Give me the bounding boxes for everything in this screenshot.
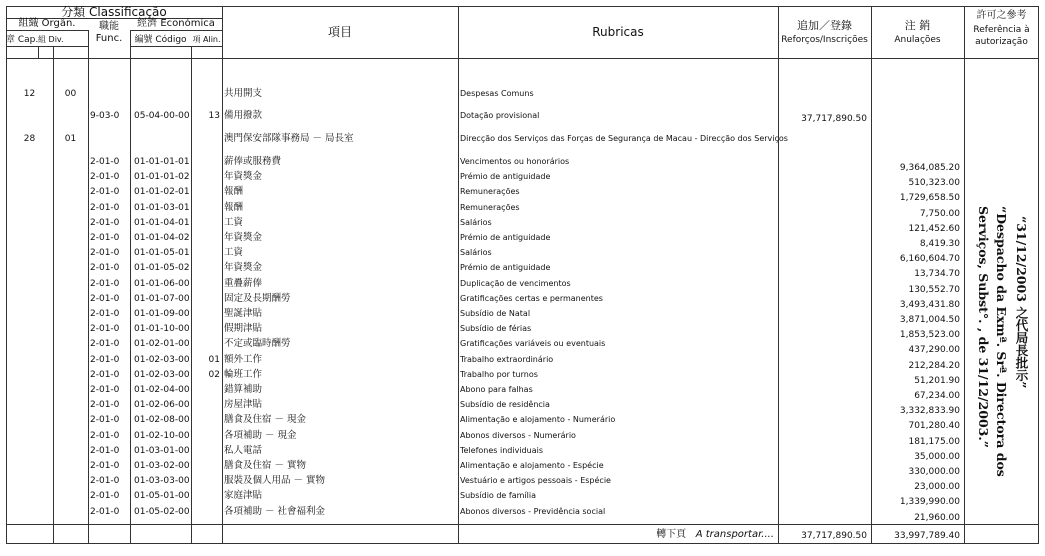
alin-header: 項 Alin. [192, 35, 221, 44]
cell-alin: 13 [208, 111, 220, 121]
cell-cod: 01-01-10-00 [134, 324, 190, 335]
cell-zh: 年資獎金 [224, 171, 263, 183]
cell-ref: 37,717,890.50 [801, 114, 867, 124]
item-header: 項目 [327, 25, 352, 39]
cell-pt: Prémio de antiguidade [460, 263, 551, 273]
ref-header-line2: autorização [975, 37, 1028, 47]
cell-zh: 各項補助 － 現金 [224, 429, 297, 441]
cell-anul: 181,175.00 [908, 436, 960, 447]
cell-func: 2-01-0 [90, 172, 120, 183]
cell-zh: 報酬 [224, 201, 244, 213]
cell-anul: 3,493,431.80 [899, 299, 960, 310]
cell-pt: Gratificações variáveis ou eventuais [460, 339, 606, 349]
cell-pt: Subsídio de férias [460, 324, 532, 334]
cell-pt: Alimentação e alojamento - Numerário [460, 415, 616, 425]
cell-anul: 3,332,833.90 [899, 406, 960, 417]
rubricas-header: Rubricas [592, 25, 644, 39]
economica-header: 經濟 Económica [137, 18, 215, 29]
cell-pt: Trabalho extraordinário [460, 354, 554, 364]
cell-zh: 不定或臨時酬勞 [224, 338, 291, 350]
cell-func: 2-01-0 [90, 445, 120, 456]
cell-func: 9-03-0 [90, 111, 120, 121]
transport-label-zh: 轉下頁 [656, 529, 687, 540]
cell-pt: Telefones individuais [460, 445, 543, 455]
cell-cod: 01-05-01-00 [134, 491, 190, 502]
cell-cod: 01-05-02-00 [134, 506, 190, 517]
cell-cod: 01-02-10-00 [134, 430, 190, 441]
cell-pt: Dotação provisional [460, 111, 540, 120]
cell-alin: 01 [208, 354, 220, 365]
reforcos-header-zh: 追加／登錄 [797, 19, 852, 32]
cell-anul: 130,552.70 [908, 284, 960, 295]
transport-label [546, 529, 774, 541]
ref-header-line1: Referência à [973, 25, 1030, 35]
cell-anul: 510,323.00 [908, 178, 960, 189]
func-header-zh: 職能 [99, 21, 119, 32]
cell-func: 2-01-0 [90, 157, 120, 167]
cell-zh: 膳食及住宿 － 實物 [224, 460, 307, 471]
cell-zh: 重疊薪俸 [224, 277, 263, 289]
total-anulacoes: 33,997,789.40 [894, 531, 960, 541]
cell-zh: 年資獎金 [224, 232, 263, 243]
cell-pt: Prémio de antiguidade [460, 233, 551, 242]
cell-anul: 1,339,990.00 [899, 497, 960, 508]
cell-div: 00 [64, 89, 77, 99]
cell-anul: 35,000.00 [914, 451, 960, 462]
cell-zh: 共用開支 [224, 88, 263, 99]
cell-zh: 工資 [224, 216, 244, 228]
transport-label-pt: A transportar.... [695, 529, 774, 540]
cell-cod: 01-01-09-00 [134, 309, 190, 319]
budget-table [6, 6, 1039, 544]
cell-zh: 服裝及個人用品 － 實物 [224, 475, 326, 487]
cell-anul: 67,234.00 [914, 391, 960, 401]
cell-pt: Remunerações [460, 187, 520, 197]
cell-cod: 01-01-01-02 [134, 172, 190, 183]
cell-anul: 1,729,658.50 [899, 193, 960, 204]
cell-anul: 7,750.00 [919, 208, 960, 219]
cell-pt: Prémio de antiguidade [460, 172, 551, 182]
cell-zh: 假期津貼 [224, 323, 263, 335]
cell-div: 01 [64, 134, 77, 144]
cell-cod: 01-03-03-00 [134, 476, 190, 487]
cell-pt: Vencimentos ou honorários [460, 157, 570, 166]
cell-anul: 8,419.30 [919, 239, 960, 249]
cell-zh: 備用撥款 [224, 110, 263, 121]
cell-pt: Abonos diversos - Numerário [460, 430, 576, 440]
cell-cod: 01-03-01-00 [134, 445, 190, 456]
cell-zh: 澳門保安部隊事務局 － 局長室 [224, 133, 354, 144]
cell-func: 2-01-0 [90, 202, 120, 213]
cell-cod: 01-03-02-00 [134, 461, 190, 471]
cell-anul: 330,000.00 [908, 467, 960, 477]
cell-anul: 1,853,523.00 [899, 330, 960, 341]
cell-pt: Vestuário e artigos pessoais - Espécie [460, 476, 611, 486]
cell-cap: 28 [23, 134, 36, 144]
cell-cod: 01-02-08-00 [134, 415, 190, 426]
cell-anul: 212,284.20 [908, 360, 960, 371]
cell-func: 2-01-0 [90, 309, 120, 319]
cell-func: 2-01-0 [90, 369, 120, 380]
cell-anul: 437,290.00 [908, 345, 960, 356]
cell-pt: Salários [460, 248, 492, 258]
cell-func: 2-01-0 [90, 354, 120, 365]
cell-zh: 膳食及住宿 － 現金 [224, 414, 307, 426]
cell-pt: Alimentação e alojamento - Espécie [460, 461, 604, 470]
cell-zh: 錯算補助 [224, 384, 263, 395]
cell-pt: Subsídio de residência [460, 400, 550, 410]
cell-pt: Remunerações [460, 202, 520, 212]
cell-zh: 工資 [224, 247, 244, 259]
authorization-note [972, 66, 1034, 477]
cell-func: 2-01-0 [90, 233, 120, 243]
cell-anul: 9,364,085.20 [899, 163, 960, 173]
cell-func: 2-01-0 [90, 476, 120, 487]
cell-func: 2-01-0 [90, 461, 120, 471]
cell-anul: 3,871,004.50 [899, 315, 960, 325]
cell-zh: 報酬 [224, 186, 244, 198]
cell-anul: 701,280.40 [908, 421, 960, 432]
cell-pt: Subsídio de família [460, 491, 536, 501]
cell-cod: 01-01-05-02 [134, 263, 190, 274]
cell-cod: 01-01-04-02 [134, 233, 190, 243]
cell-func: 2-01-0 [90, 293, 120, 304]
cell-pt: Abono para falhas [460, 385, 533, 394]
cell-pt: Gratificações certas e permanentes [460, 293, 603, 303]
cell-cod: 01-02-06-00 [134, 400, 190, 411]
cell-func: 2-01-0 [90, 217, 120, 228]
authorization-line-2: “Despacho da Exmª. Srª. Directora dos [994, 206, 1009, 477]
cell-cod: 01-02-03-00 [134, 369, 190, 380]
cell-func: 2-01-0 [90, 324, 120, 335]
cell-zh: 房屋津貼 [224, 399, 263, 411]
reforcos-header: Reforços/Inscrições [781, 35, 868, 45]
cell-zh: 各項補助 － 社會福利金 [224, 505, 326, 517]
cell-anul: 6,160,604.70 [899, 254, 960, 265]
cell-cod: 01-02-01-00 [134, 339, 190, 350]
cell-func: 2-01-0 [90, 400, 120, 411]
classification-header: 分類 Classificação [61, 5, 167, 19]
cell-alin: 02 [208, 369, 220, 380]
cell-func: 2-01-0 [90, 248, 120, 259]
cell-anul: 21,960.00 [914, 512, 960, 523]
cell-cod: 01-01-04-01 [134, 217, 190, 228]
cell-cod: 01-01-05-01 [134, 248, 190, 259]
cell-cod: 01-02-03-00 [134, 354, 190, 365]
cell-zh: 薪俸或服務費 [224, 156, 282, 167]
cell-pt: Subsídio de Natal [460, 309, 531, 318]
cell-pt: Salários [460, 217, 492, 227]
cell-anul: 51,201.90 [914, 375, 960, 386]
anulacoes-header-zh: 注 銷 [904, 19, 931, 32]
func-header: Func. [95, 33, 123, 44]
cell-zh: 固定及長期酬勞 [224, 292, 291, 304]
cell-func: 2-01-0 [90, 187, 120, 198]
cell-pt: Despesas Comuns [460, 89, 534, 98]
ref-header-zh: 許可之參考 [976, 10, 1027, 21]
cell-pt: Abonos diversos - Previdência social [460, 506, 606, 516]
cap-header: 章 Cap. [6, 35, 39, 45]
cell-func: 2-01-0 [90, 263, 120, 274]
cell-zh: 聖誕津貼 [224, 308, 263, 319]
anulacoes-header: Anulações [894, 35, 941, 45]
cell-func: 2-01-0 [90, 491, 120, 502]
cell-cod: 01-01-06-00 [134, 278, 190, 289]
cell-pt: Trabalho por turnos [460, 369, 538, 379]
cell-zh: 家庭津貼 [224, 490, 263, 502]
cell-cap: 12 [23, 89, 36, 99]
cell-func: 2-01-0 [90, 415, 120, 426]
cell-cod: 01-01-07-00 [134, 293, 190, 304]
cell-zh: 年資獎金 [224, 262, 263, 274]
cell-pt: Duplicação de vencimentos [460, 278, 571, 288]
organica-header: 組織 Orgân. [18, 18, 76, 29]
cell-anul: 121,452.60 [908, 223, 960, 234]
cell-pt: Direcção dos Serviços das Forças de Segurança de Macau - Direcção dos Serviços [460, 134, 788, 143]
cell-cod: 01-02-04-00 [134, 385, 190, 395]
codigo-header: 編號 Código [134, 35, 187, 45]
cell-cod: 05-04-00-00 [134, 111, 190, 121]
cell-cod: 01-01-03-01 [134, 202, 190, 213]
cell-zh: 額外工作 [224, 353, 263, 365]
authorization-line-1: “31/12/2003 之代局長批示” [1014, 216, 1029, 389]
cell-func: 2-01-0 [90, 278, 120, 289]
cell-cod: 01-01-02-01 [134, 187, 190, 198]
cell-func: 2-01-0 [90, 339, 120, 350]
authorization-line-3: Serviços, Subst°. , de 31/12/2003.” [976, 206, 991, 448]
div-header: 組 Div. [38, 35, 64, 44]
total-reforcos: 37,717,890.50 [801, 531, 867, 541]
cell-anul: 23,000.00 [914, 482, 960, 493]
cell-cod: 01-01-01-01 [134, 157, 190, 167]
cell-zh: 私人電話 [224, 444, 263, 456]
cell-func: 2-01-0 [90, 506, 120, 517]
cell-func: 2-01-0 [90, 385, 120, 395]
cell-func: 2-01-0 [90, 430, 120, 441]
cell-zh: 輪班工作 [224, 368, 263, 380]
cell-anul: 13,734.70 [914, 269, 960, 280]
